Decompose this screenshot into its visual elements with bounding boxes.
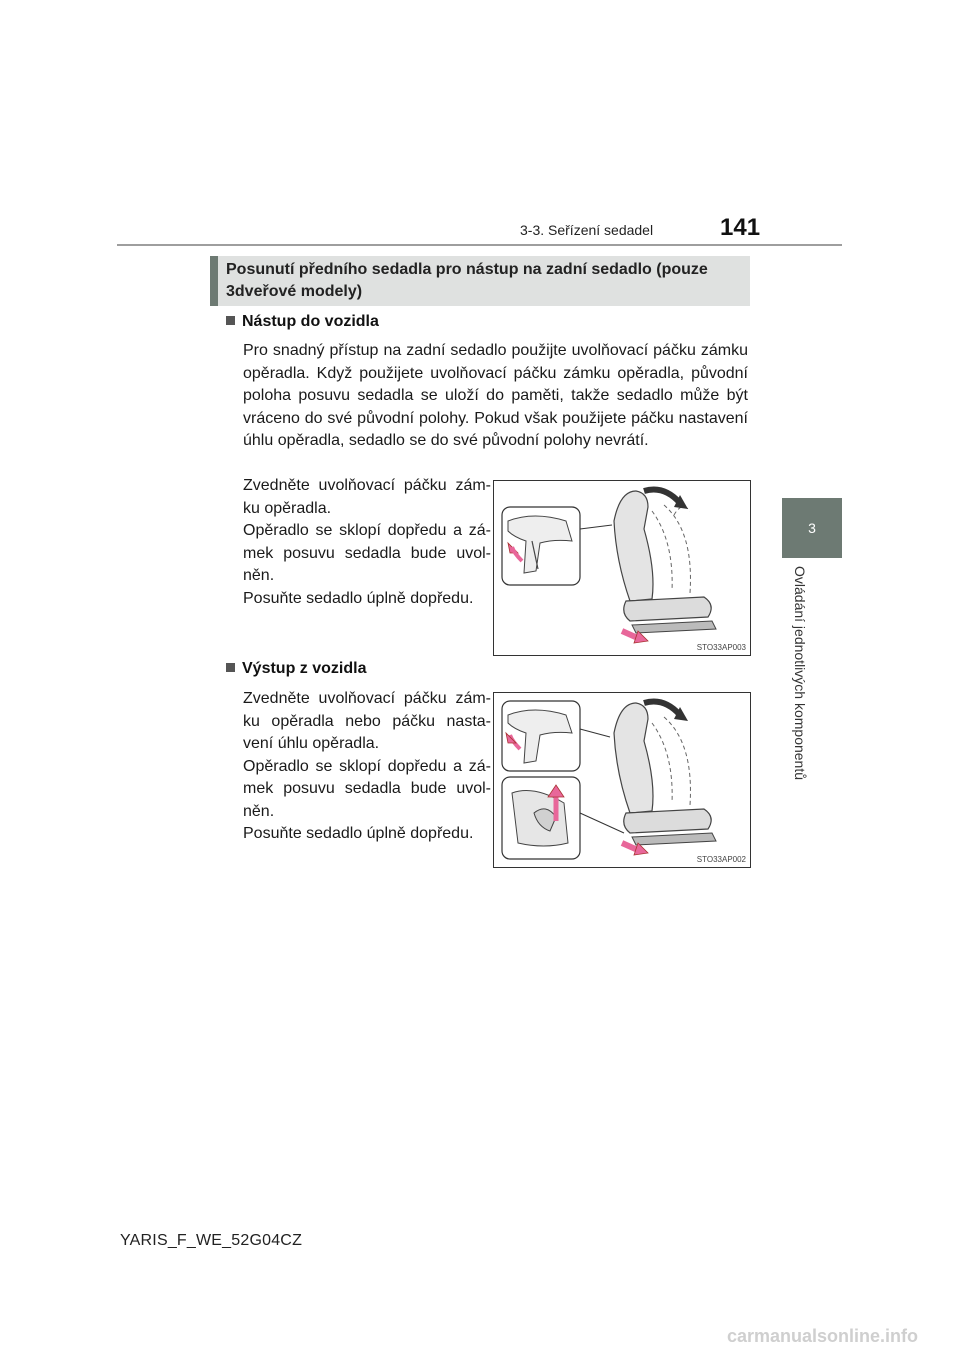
entry-heading bbox=[226, 313, 379, 331]
header-divider bbox=[117, 244, 842, 246]
entry-figure-code: STO33AP003 bbox=[696, 643, 746, 652]
seat-illustration-entry bbox=[494, 481, 750, 655]
seat-illustration-exit bbox=[494, 693, 750, 867]
exit-figure-code: STO33AP002 bbox=[696, 855, 746, 864]
entry-step-3: Posuňte sedadlo úplně dopředu. bbox=[243, 589, 474, 607]
entry-steps bbox=[243, 475, 491, 610]
chapter-number: 3 bbox=[808, 520, 816, 536]
square-bullet-icon bbox=[226, 316, 235, 325]
section-header bbox=[210, 256, 750, 306]
exit-steps bbox=[243, 688, 491, 846]
exit-heading bbox=[226, 660, 366, 678]
exit-step-2: Opěradlo se sklopí dopředu a zá-mek posuvu sedadla bude uvol-něn. bbox=[243, 757, 491, 820]
watermark-site: carmanualsonline.info bbox=[727, 1326, 919, 1346]
document-code: YARIS_F_WE_52G04CZ bbox=[120, 1232, 303, 1249]
entry-step-2: Opěradlo se sklopí dopředu a zá-mek posuvu sedadla bude uvol-něn. bbox=[243, 522, 491, 584]
square-bullet-icon bbox=[226, 663, 235, 672]
chapter-title: Ovládání jednotlivých komponentů bbox=[792, 566, 808, 781]
entry-figure bbox=[493, 480, 751, 656]
entry-step-1: Zvedněte uvolňovací páčku zám-ku opěradla. bbox=[243, 477, 491, 517]
chapter-tab bbox=[782, 498, 842, 558]
exit-step-1: Zvedněte uvolňovací páčku zám-ku opěradla nebo páčku nasta-vení úhlu opěradla. bbox=[243, 690, 491, 752]
page-number: 141 bbox=[720, 214, 761, 241]
header-section-title: 3-3. Seřízení sedadel bbox=[520, 222, 654, 238]
exit-heading-text: Výstup z vozidla bbox=[242, 660, 367, 677]
section-title: Posunutí předního sedadla pro nástup na zadní sedadlo (pouze 3dveřové modely) bbox=[226, 261, 708, 300]
exit-figure bbox=[493, 692, 751, 868]
entry-heading-text: Nástup do vozidla bbox=[242, 313, 379, 330]
section-accent bbox=[210, 256, 218, 306]
entry-paragraph: Pro snadný přístup na zadní sedadlo použijte uvolňovací páčku zámku opěradla. Když použijete uvolňovací páčku zámku opěradla, původní poloha posuvu sedadla se uloží do paměti, takže sedadlo může být vráceno do své původní polohy. Pokud však použijete páčku nastavení úhlu opěradla, sedadlo se do své původní polohy nevrátí. bbox=[243, 342, 748, 449]
chapter-title-vertical bbox=[778, 566, 830, 816]
exit-step-3: Posuňte sedadlo úplně dopředu. bbox=[243, 825, 474, 842]
